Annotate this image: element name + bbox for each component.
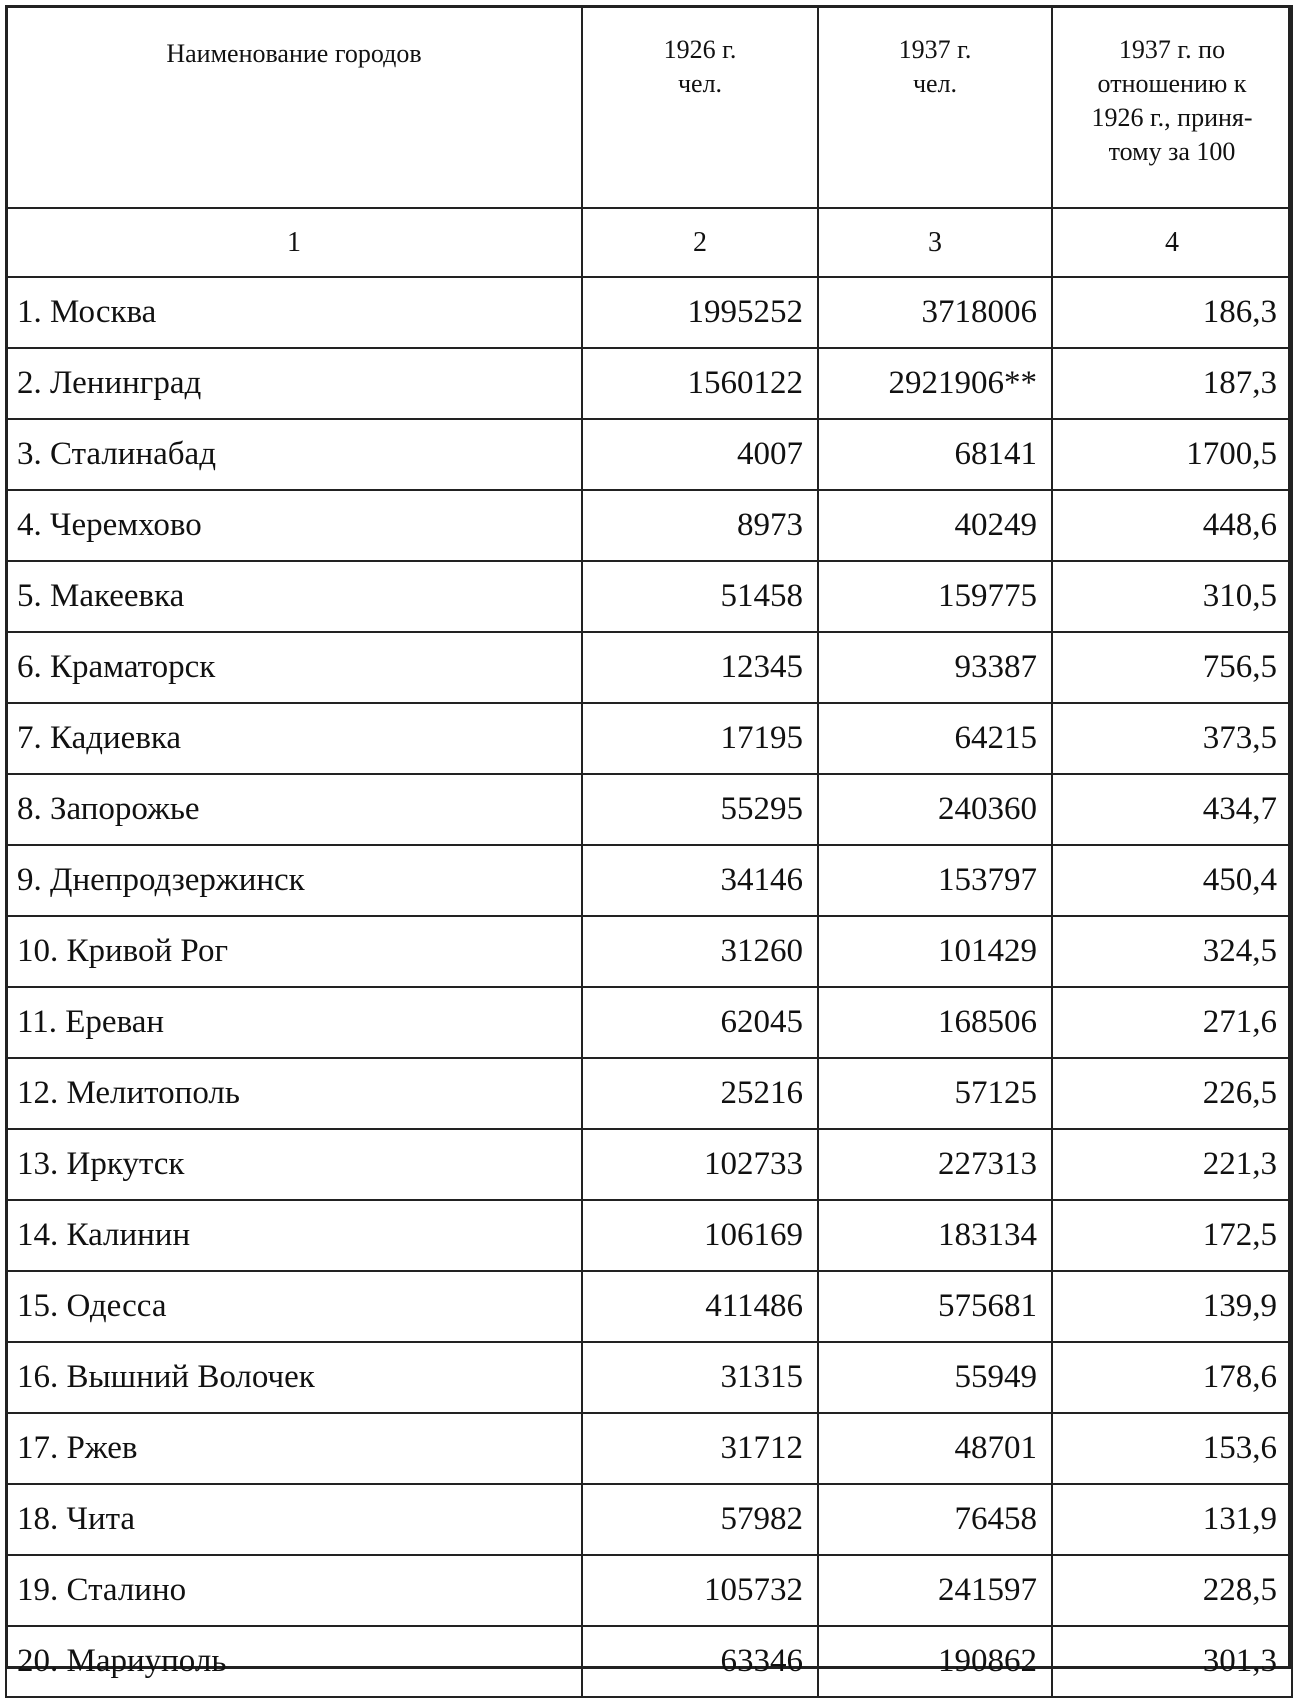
city-name-cell: 9. Днепродзержинск — [6, 845, 582, 916]
table-row — [6, 774, 1292, 845]
city-name-cell: 4. Черемхово — [6, 490, 582, 561]
city-name-cell: 14. Калинин — [6, 1200, 582, 1271]
header-city-name-text: Наименование городов — [166, 39, 422, 68]
ratio-cell: 226,5 — [1052, 1058, 1292, 1129]
column-number-row — [6, 208, 1292, 277]
population-1926-cell: 1995252 — [582, 277, 818, 348]
table-body — [6, 277, 1292, 1697]
city-name-cell: 2. Ленинград — [6, 348, 582, 419]
ratio-cell: 172,5 — [1052, 1200, 1292, 1271]
ratio-cell: 373,5 — [1052, 703, 1292, 774]
population-1926-cell: 31315 — [582, 1342, 818, 1413]
population-1926-cell: 102733 — [582, 1129, 818, 1200]
city-name-cell: 8. Запорожье — [6, 774, 582, 845]
population-1926-cell: 31260 — [582, 916, 818, 987]
population-1937-cell: 93387 — [818, 632, 1052, 703]
table-row — [6, 632, 1292, 703]
table-row — [6, 1200, 1292, 1271]
ratio-cell: 187,3 — [1052, 348, 1292, 419]
population-1937-cell: 183134 — [818, 1200, 1052, 1271]
population-1937-cell: 241597 — [818, 1555, 1052, 1626]
population-1937-cell: 3718006 — [818, 277, 1052, 348]
population-1937-cell: 159775 — [818, 561, 1052, 632]
table-row — [6, 561, 1292, 632]
population-1926-cell: 105732 — [582, 1555, 818, 1626]
population-1926-cell: 57982 — [582, 1484, 818, 1555]
table-row — [6, 916, 1292, 987]
population-1926-cell: 106169 — [582, 1200, 818, 1271]
population-1937-cell: 57125 — [818, 1058, 1052, 1129]
city-population-table — [5, 5, 1293, 1698]
population-1926-cell: 8973 — [582, 490, 818, 561]
population-1937-cell: 190862 — [818, 1626, 1052, 1697]
ratio-cell: 178,6 — [1052, 1342, 1292, 1413]
city-name-cell: 20. Мариуполь — [6, 1626, 582, 1697]
column-number: 4 — [1052, 208, 1292, 277]
population-1926-cell: 1560122 — [582, 348, 818, 419]
ratio-cell: 448,6 — [1052, 490, 1292, 561]
table-row — [6, 1555, 1292, 1626]
population-1937-cell: 153797 — [818, 845, 1052, 916]
column-number: 3 — [818, 208, 1052, 277]
city-name-cell: 19. Сталино — [6, 1555, 582, 1626]
city-name-cell: 5. Макеевка — [6, 561, 582, 632]
table-row — [6, 987, 1292, 1058]
ratio-cell: 450,4 — [1052, 845, 1292, 916]
city-name-cell: 3. Сталинабад — [6, 419, 582, 490]
header-city-name — [6, 6, 582, 208]
table-row — [6, 1342, 1292, 1413]
table-row — [6, 1413, 1292, 1484]
ratio-cell: 301,3 — [1052, 1626, 1292, 1697]
city-name-cell: 1. Москва — [6, 277, 582, 348]
header-1926-year: 1926 г. — [663, 35, 737, 64]
table-row — [6, 1058, 1292, 1129]
population-1937-cell: 240360 — [818, 774, 1052, 845]
header-ratio-line-4: тому за 100 — [1108, 137, 1236, 166]
city-name-cell: 11. Ереван — [6, 987, 582, 1058]
population-1926-cell: 17195 — [582, 703, 818, 774]
population-1937-cell: 227313 — [818, 1129, 1052, 1200]
population-1926-cell: 62045 — [582, 987, 818, 1058]
table-row — [6, 1484, 1292, 1555]
population-1937-cell: 168506 — [818, 987, 1052, 1058]
population-1926-cell: 25216 — [582, 1058, 818, 1129]
table-row — [6, 419, 1292, 490]
population-1937-cell: 101429 — [818, 916, 1052, 987]
header-1926 — [582, 6, 818, 208]
table-row — [6, 348, 1292, 419]
city-name-cell: 10. Кривой Рог — [6, 916, 582, 987]
population-1937-cell: 575681 — [818, 1271, 1052, 1342]
table-row — [6, 490, 1292, 561]
column-number: 2 — [582, 208, 818, 277]
header-ratio-line-1: 1937 г. по — [1118, 35, 1226, 64]
table-row — [6, 703, 1292, 774]
city-name-cell: 17. Ржев — [6, 1413, 582, 1484]
table-row — [6, 1129, 1292, 1200]
ratio-cell: 186,3 — [1052, 277, 1292, 348]
population-1937-cell: 2921906** — [818, 348, 1052, 419]
table-row — [6, 845, 1292, 916]
table-row — [6, 1271, 1292, 1342]
population-1926-cell: 12345 — [582, 632, 818, 703]
header-1937-unit: чел. — [912, 69, 958, 98]
population-1937-cell: 40249 — [818, 490, 1052, 561]
population-1926-cell: 4007 — [582, 419, 818, 490]
population-1937-cell: 68141 — [818, 419, 1052, 490]
ratio-cell: 221,3 — [1052, 1129, 1292, 1200]
ratio-cell: 131,9 — [1052, 1484, 1292, 1555]
city-name-cell: 16. Вышний Волочек — [6, 1342, 582, 1413]
header-1937 — [818, 6, 1052, 208]
population-1926-cell: 63346 — [582, 1626, 818, 1697]
population-1937-cell: 55949 — [818, 1342, 1052, 1413]
header-ratio-line-2: отношению к — [1097, 69, 1247, 98]
header-ratio-line-3: 1926 г., приня- — [1091, 103, 1253, 132]
population-1937-cell: 48701 — [818, 1413, 1052, 1484]
header-1926-unit: чел. — [677, 69, 723, 98]
ratio-cell: 756,5 — [1052, 632, 1292, 703]
population-1926-cell: 51458 — [582, 561, 818, 632]
city-name-cell: 6. Краматорск — [6, 632, 582, 703]
ratio-cell: 434,7 — [1052, 774, 1292, 845]
ratio-cell: 324,5 — [1052, 916, 1292, 987]
ratio-cell: 228,5 — [1052, 1555, 1292, 1626]
city-name-cell: 7. Кадиевка — [6, 703, 582, 774]
city-name-cell: 13. Иркутск — [6, 1129, 582, 1200]
table-row — [6, 1626, 1292, 1697]
population-1926-cell: 34146 — [582, 845, 818, 916]
ratio-cell: 310,5 — [1052, 561, 1292, 632]
ratio-cell: 139,9 — [1052, 1271, 1292, 1342]
ratio-cell: 153,6 — [1052, 1413, 1292, 1484]
header-ratio — [1052, 6, 1292, 208]
city-name-cell: 15. Одесса — [6, 1271, 582, 1342]
table-row — [6, 277, 1292, 348]
ratio-cell: 1700,5 — [1052, 419, 1292, 490]
population-1926-cell: 55295 — [582, 774, 818, 845]
city-name-cell: 12. Мелитополь — [6, 1058, 582, 1129]
ratio-cell: 271,6 — [1052, 987, 1292, 1058]
table-header-row — [6, 6, 1292, 208]
population-1937-cell: 76458 — [818, 1484, 1052, 1555]
column-number: 1 — [6, 208, 582, 277]
population-1926-cell: 411486 — [582, 1271, 818, 1342]
city-name-cell: 18. Чита — [6, 1484, 582, 1555]
population-1937-cell: 64215 — [818, 703, 1052, 774]
header-1937-year: 1937 г. — [898, 35, 972, 64]
population-1926-cell: 31712 — [582, 1413, 818, 1484]
